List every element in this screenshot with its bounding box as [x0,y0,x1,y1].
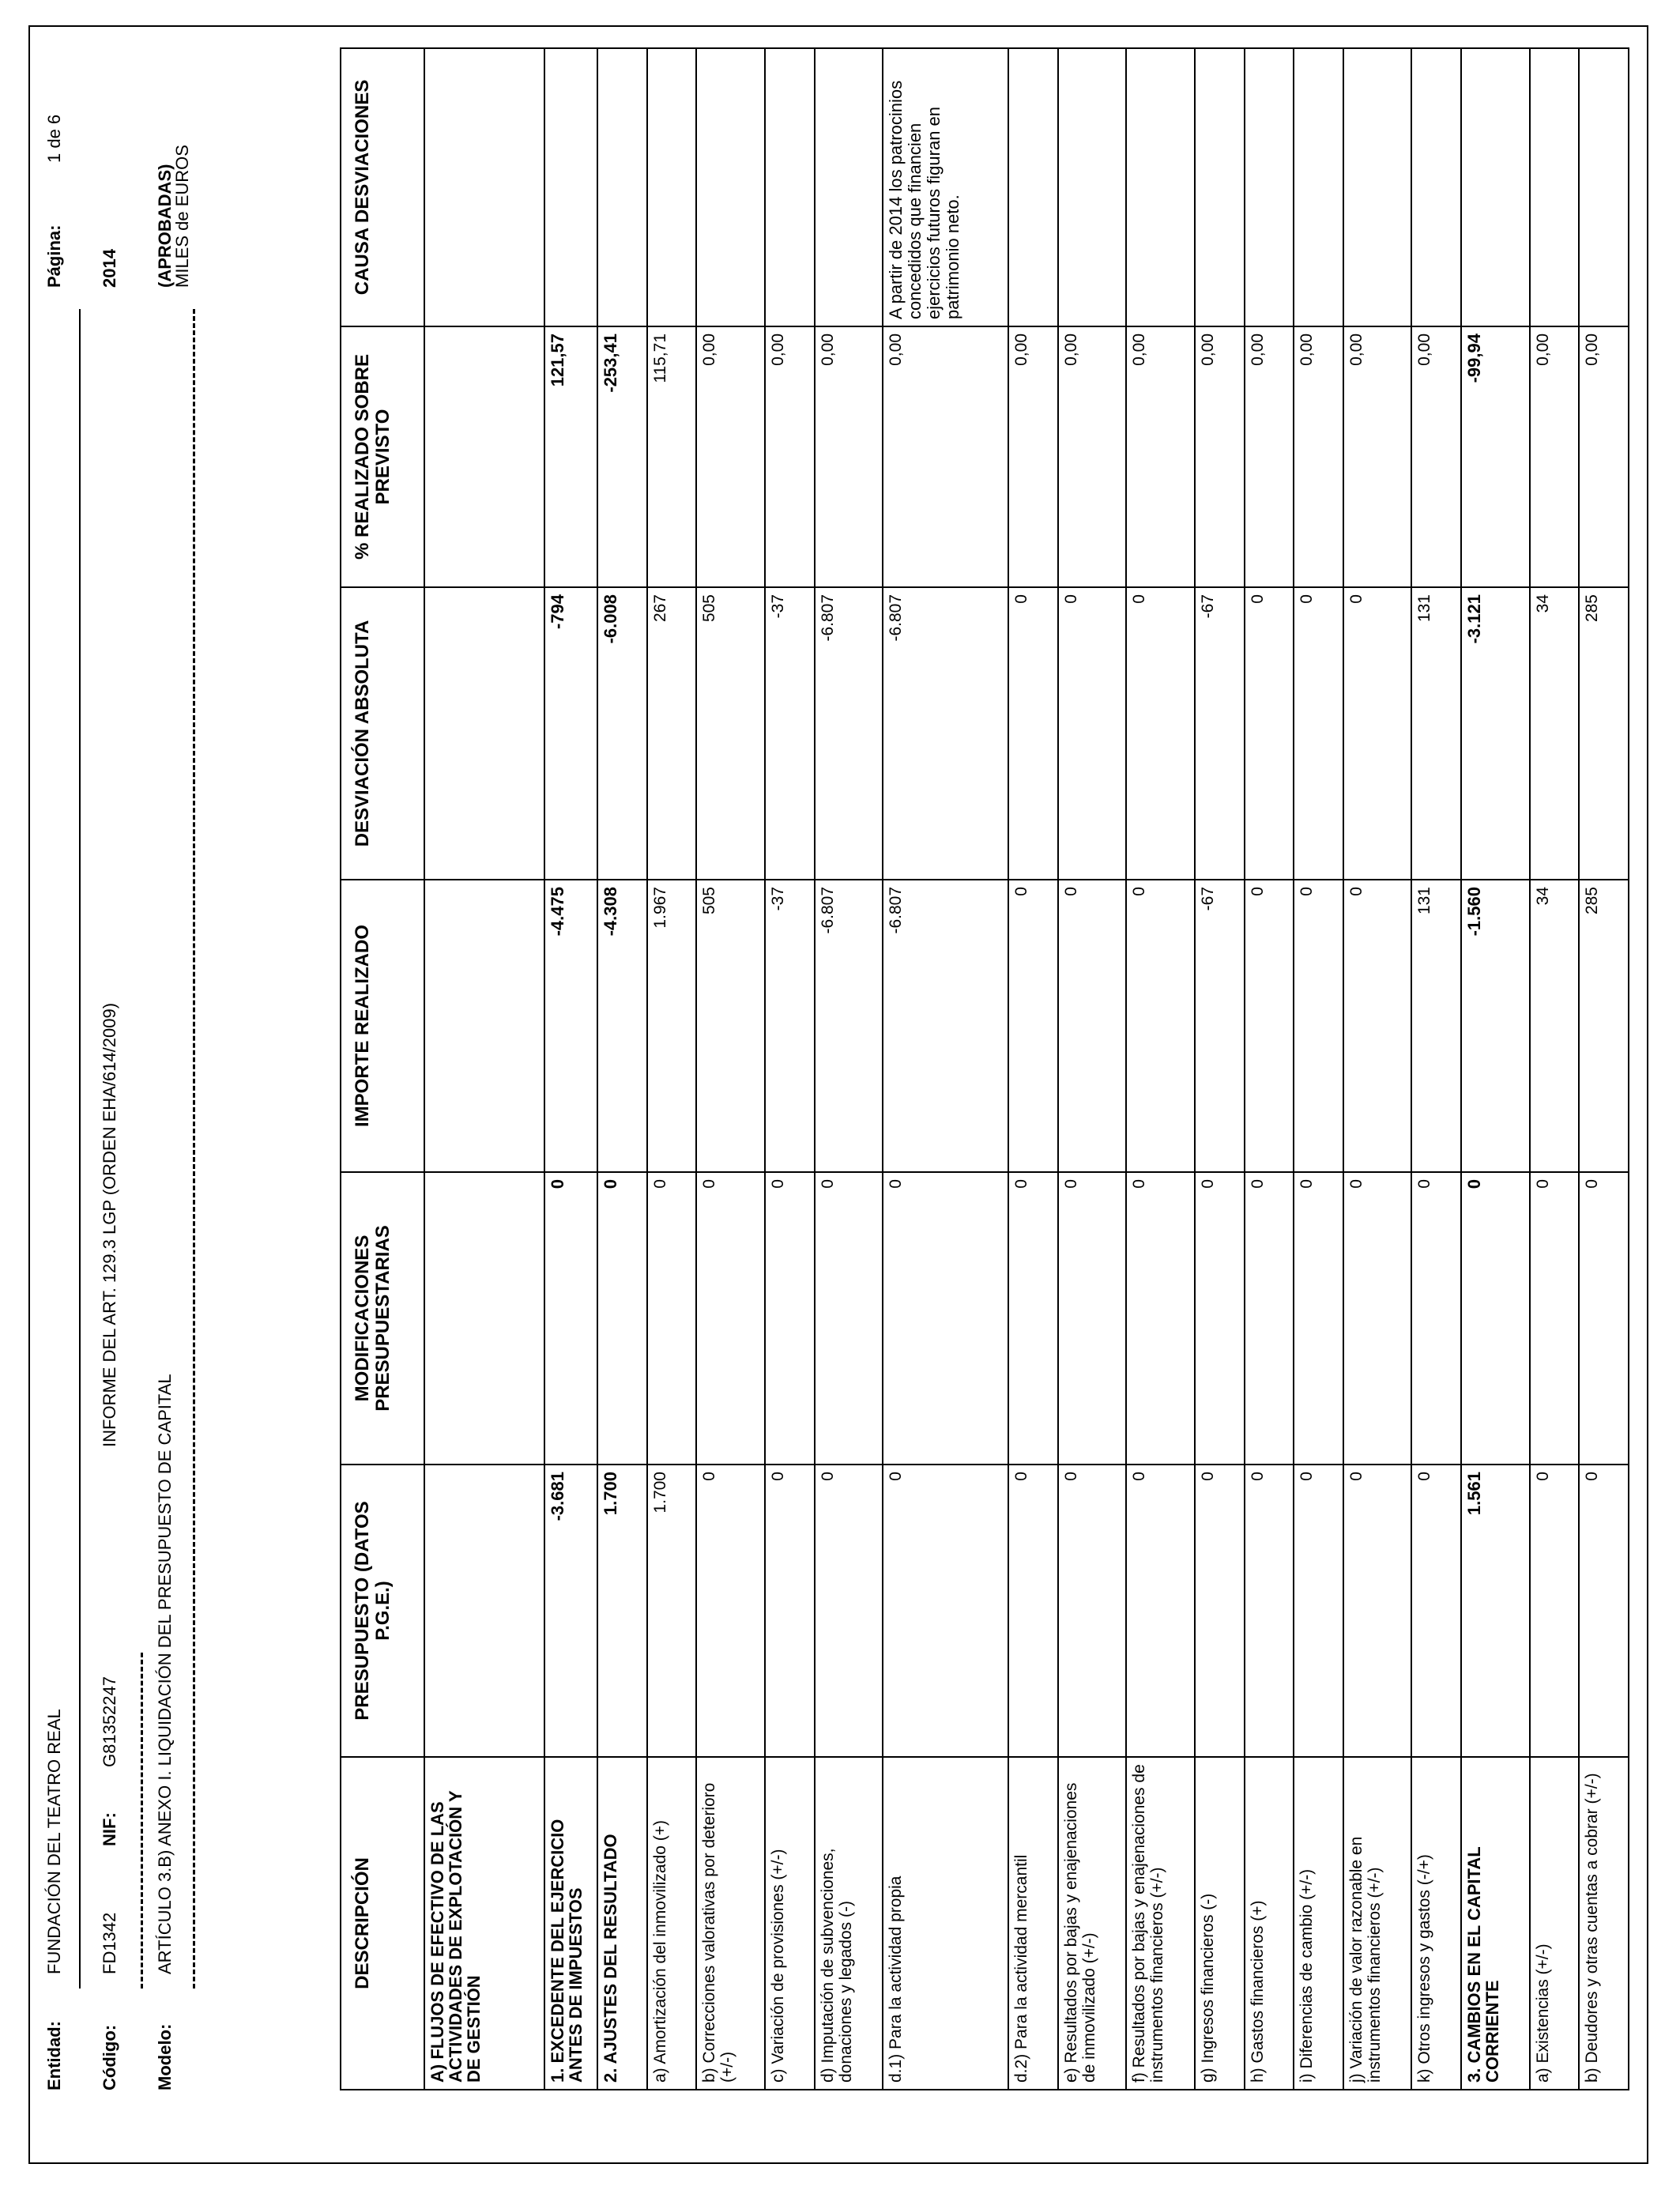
cell-modificaciones: 0 [1530,1172,1580,1465]
liquidation-table [340,47,1629,2090]
col-header-importe: IMPORTE REALIZADO [341,880,424,1172]
cell-importe: -67 [1195,880,1245,1172]
cell-desviacion: -37 [765,587,815,880]
cell-porcentaje: -253,41 [597,326,647,587]
cell-modificaciones: 0 [815,1172,883,1465]
table-row [647,48,697,2090]
cell-causa [1294,48,1343,326]
cell-importe: 0 [1008,880,1058,1172]
table-row [883,48,1008,2090]
cell-presupuesto: 0 [1126,1465,1195,1757]
unidades-text: MILES de EUROS [172,145,192,288]
cell-modificaciones: 0 [1411,1172,1461,1465]
cell-importe: -4.308 [597,880,647,1172]
cell-presupuesto: 0 [815,1465,883,1757]
header-row [341,48,424,2090]
header-rule [79,309,81,1989]
cell-presupuesto: 0 [696,1465,765,1757]
cell-modificaciones: 0 [1461,1172,1530,1465]
cell-porcentaje: 115,71 [647,326,697,587]
cell-modificaciones: 0 [544,1172,597,1465]
cell-porcentaje: 0,00 [1058,326,1127,587]
cell-desviacion: 285 [1579,587,1629,880]
cell-desviacion: 34 [1530,587,1580,880]
cell-porcentaje: 0,00 [815,326,883,587]
col-header-modificaciones: MODIFICACIONES PRESUPUESTARIAS [341,1172,424,1465]
modelo-dashes [193,309,195,1989]
nif-value: G81352247 [100,1676,119,1767]
year-value: 2014 [100,249,119,288]
cell-presupuesto: 0 [1579,1465,1629,1757]
codigo-label: Código: [100,2024,119,2090]
cell-causa [1461,48,1530,326]
cell-desviacion: 0 [1343,587,1412,880]
table-row [1058,48,1127,2090]
cell-presupuesto: 0 [765,1465,815,1757]
cell-presupuesto: 0 [1530,1465,1580,1757]
cell-descripcion: b) Deudores y otras cuentas a cobrar (+/-) [1579,1757,1629,2090]
cell-porcentaje: 0,00 [883,326,1008,587]
cell-importe: -6.807 [815,880,883,1172]
cell-causa [597,48,647,326]
table-row [1530,48,1580,2090]
table-row [1245,48,1294,2090]
cell-modificaciones: 0 [1343,1172,1412,1465]
cell-causa [647,48,697,326]
cell-porcentaje: 0,00 [1579,326,1629,587]
cell-modificaciones [424,1172,544,1465]
table-row [765,48,815,2090]
codigo-value: FD1342 [100,1912,119,1974]
cell-presupuesto: 0 [1008,1465,1058,1757]
table-row [1579,48,1629,2090]
cell-descripcion: k) Otros ingresos y gastos (-/+) [1411,1757,1461,2090]
cell-importe: -1.560 [1461,880,1530,1172]
cell-desviacion: -794 [544,587,597,880]
cell-importe: 131 [1411,880,1461,1172]
cell-porcentaje: 0,00 [696,326,765,587]
cell-presupuesto: -3.681 [544,1465,597,1757]
cell-modificaciones: 0 [1579,1172,1629,1465]
cell-desviacion: 0 [1008,587,1058,880]
cell-modificaciones: 0 [1058,1172,1127,1465]
table-row [1294,48,1343,2090]
col-header-causa: CAUSA DESVIACIONES [341,48,424,326]
col-header-desviacion: DESVIACIÓN ABSOLUTA [341,587,424,880]
cell-descripcion: 3. CAMBIOS EN EL CAPITAL CORRIENTE [1461,1757,1530,2090]
table-row [597,48,647,2090]
cell-descripcion: f) Resultados por bajas y enajenaciones de instrumentos financieros (+/-) [1126,1757,1195,2090]
cell-causa [1579,48,1629,326]
table-row [424,48,544,2090]
cell-importe: 1.967 [647,880,697,1172]
cell-porcentaje: 0,00 [1245,326,1294,587]
cell-modificaciones: 0 [597,1172,647,1465]
informe-text: INFORME DEL ART. 129.3 LGP (ORDEN EHA/614/2009) [100,1002,119,1447]
cell-causa [424,48,544,326]
table-row [1195,48,1245,2090]
cell-desviacion: 0 [1245,587,1294,880]
cell-presupuesto: 0 [883,1465,1008,1757]
cell-descripcion: a) Amortización del inmovilizado (+) [647,1757,697,2090]
cell-importe: 34 [1530,880,1580,1172]
cell-modificaciones: 0 [647,1172,697,1465]
pagina-label: Página: [44,224,64,288]
cell-importe: 0 [1245,880,1294,1172]
cell-desviacion: 0 [1294,587,1343,880]
entidad-value: FUNDACIÓN DEL TEATRO REAL [44,1709,64,1974]
cell-causa [696,48,765,326]
table-row [1126,48,1195,2090]
cell-porcentaje: 121,57 [544,326,597,587]
cell-descripcion: 2. AJUSTES DEL RESULTADO [597,1757,647,2090]
cell-descripcion: j) Variación de valor razonable en instrumentos financieros (+/-) [1343,1757,1412,2090]
cell-modificaciones: 0 [883,1172,1008,1465]
cell-modificaciones: 0 [1294,1172,1343,1465]
cell-causa: A partir de 2014 los patrocinios concedidos que financien ejercicios futuros figuran en patrimonio neto. [883,48,1008,326]
cell-desviacion: -67 [1195,587,1245,880]
cell-desviacion: -3.121 [1461,587,1530,880]
cell-desviacion: 0 [1058,587,1127,880]
cell-desviacion: 267 [647,587,697,880]
cell-descripcion: e) Resultados por bajas y enajenaciones de inmovilizado (+/-) [1058,1757,1127,2090]
cell-causa [765,48,815,326]
cell-causa [1343,48,1412,326]
cell-importe: -6.807 [883,880,1008,1172]
cell-presupuesto: 0 [1058,1465,1127,1757]
cell-desviacion: 0 [1126,587,1195,880]
cell-porcentaje: 0,00 [1530,326,1580,587]
pagina-value: 1 de 6 [44,114,64,163]
cell-causa [1195,48,1245,326]
entidad-label: Entidad: [44,2021,64,2090]
col-header-presupuesto: PRESUPUESTO (DATOS P.G.E.) [341,1465,424,1757]
table-row [1461,48,1530,2090]
cell-importe: 0 [1294,880,1343,1172]
col-header-descripcion: DESCRIPCIÓN [341,1757,424,2090]
cell-descripcion: h) Gastos financieros (+) [1245,1757,1294,2090]
cell-importe: 0 [1058,880,1127,1172]
cell-importe: 0 [1343,880,1412,1172]
cell-presupuesto: 0 [1195,1465,1245,1757]
cell-porcentaje: -99,94 [1461,326,1530,587]
cell-presupuesto: 1.700 [647,1465,697,1757]
cell-presupuesto: 0 [1294,1465,1343,1757]
cell-porcentaje: 0,00 [1294,326,1343,587]
cell-presupuesto: 0 [1411,1465,1461,1757]
cell-descripcion: a) Existencias (+/-) [1530,1757,1580,2090]
cell-importe: 0 [1126,880,1195,1172]
cell-causa [544,48,597,326]
cell-causa [1411,48,1461,326]
cell-descripcion: i) Diferencias de cambio (+/-) [1294,1757,1343,2090]
cell-descripcion: b) Correcciones valorativas por deterioro (+/-) [696,1757,765,2090]
cell-causa [1126,48,1195,326]
table-row [544,48,597,2090]
cell-descripcion: g) Ingresos financieros (-) [1195,1757,1245,2090]
cell-importe: 285 [1579,880,1629,1172]
modelo-label: Modelo: [155,2023,175,2090]
cell-porcentaje [424,326,544,587]
cell-causa [1245,48,1294,326]
cell-presupuesto: 0 [1245,1465,1294,1757]
cell-presupuesto: 1.561 [1461,1465,1530,1757]
cell-presupuesto: 0 [1343,1465,1412,1757]
table-row [1411,48,1461,2090]
cell-presupuesto: 1.700 [597,1465,647,1757]
cell-modificaciones: 0 [1245,1172,1294,1465]
cell-causa [1058,48,1127,326]
cell-modificaciones: 0 [765,1172,815,1465]
cell-porcentaje: 0,00 [765,326,815,587]
cell-porcentaje: 0,00 [1195,326,1245,587]
cell-descripcion: d.2) Para la actividad mercantil [1008,1757,1058,2090]
cell-causa [1008,48,1058,326]
table-row [815,48,883,2090]
cell-desviacion: -6.008 [597,587,647,880]
cell-descripcion: d) Imputación de subvenciones, donaciones y legados (-) [815,1757,883,2090]
cell-causa [1530,48,1580,326]
aprobadas-text: (APROBADAS) [155,164,175,288]
cell-modificaciones: 0 [1195,1172,1245,1465]
cell-desviacion [424,587,544,880]
col-header-porcentaje: % REALIZADO SOBRE PREVISTO [341,326,424,587]
cell-causa [815,48,883,326]
cell-importe: -4.475 [544,880,597,1172]
cell-porcentaje: 0,00 [1126,326,1195,587]
cell-modificaciones: 0 [1008,1172,1058,1465]
cell-porcentaje: 0,00 [1411,326,1461,587]
cell-modificaciones: 0 [1126,1172,1195,1465]
cell-porcentaje: 0,00 [1343,326,1412,587]
cell-descripcion: 1. EXCEDENTE DEL EJERCICIO ANTES DE IMPUESTOS [544,1757,597,2090]
cell-desviacion: -6.807 [815,587,883,880]
cell-importe: 505 [696,880,765,1172]
cell-modificaciones: 0 [696,1172,765,1465]
cell-descripcion: d.1) Para la actividad propia [883,1757,1008,2090]
table-row [1008,48,1058,2090]
table-row [1343,48,1412,2090]
cell-descripcion: c) Variación de provisiones (+/-) [765,1757,815,2090]
codigo-dashes [141,1653,143,1989]
cell-presupuesto [424,1465,544,1757]
cell-desviacion: -6.807 [883,587,1008,880]
table-row [696,48,765,2090]
cell-desviacion: 131 [1411,587,1461,880]
cell-desviacion: 505 [696,587,765,880]
cell-porcentaje: 0,00 [1008,326,1058,587]
modelo-value: ARTÍCULO 3.B) ANEXO I. LIQUIDACIÓN DEL PRESUPUESTO DE CAPITAL [155,1374,175,1974]
cell-descripcion: A) FLUJOS DE EFECTIVO DE LAS ACTIVIDADES DE EXPLOTACIÓN Y DE GESTIÓN [424,1757,544,2090]
nif-label: NIF: [100,1812,119,1846]
cell-importe: -37 [765,880,815,1172]
cell-importe [424,880,544,1172]
